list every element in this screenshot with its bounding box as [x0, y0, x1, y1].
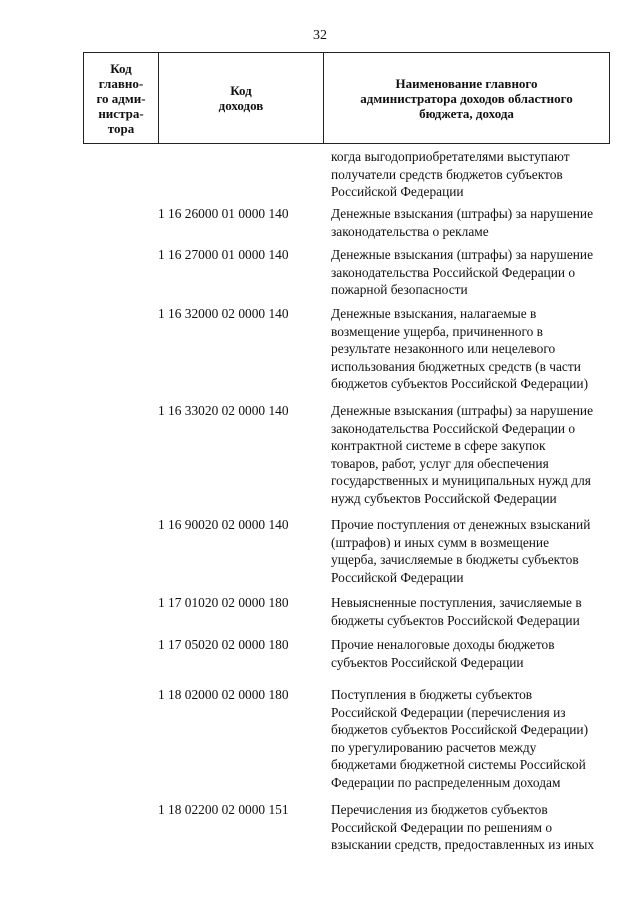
text-line: пожарной безопасности [331, 282, 468, 298]
income-code: 1 18 02000 02 0000 180 [158, 687, 289, 702]
text-line: когда выгодоприобретателями выступают [331, 149, 570, 164]
text-line: Невыясненные поступления, зачисляемые в [331, 595, 582, 610]
income-code: 1 17 01020 02 0000 180 [158, 595, 289, 610]
text-line: Перечисления из бюджетов субъектов [331, 802, 548, 817]
header-income-code [159, 53, 324, 144]
income-code: 1 16 33020 02 0000 140 [158, 403, 289, 418]
text-line: законодательства о рекламе [331, 223, 489, 239]
text-line: Денежные взыскания (штрафы) за нарушение [331, 247, 594, 262]
table-header [83, 52, 610, 144]
text-line: товаров, работ, услуг для обеспечения [331, 455, 549, 471]
text-line: Российской Федерации [331, 569, 464, 585]
text-line: возмещение ущерба, причиненного в [331, 323, 544, 339]
header-name [324, 53, 610, 144]
text-line: Поступления в бюджеты субъектов [331, 687, 533, 702]
income-code: 1 16 90020 02 0000 140 [158, 517, 289, 532]
income-name [331, 686, 621, 792]
text-line: по урегулированию расчетов между [331, 739, 537, 755]
text-line: ущерба, зачисляемые в бюджеты субъектов [331, 552, 579, 568]
income-name [331, 516, 621, 586]
text-line: Прочие поступления от денежных взысканий [331, 517, 591, 532]
text-line: Прочие неналоговые доходы бюджетов [331, 637, 555, 652]
text-line: Российской Федерации (перечисления из [331, 704, 566, 720]
header-name-line: бюджета, дохода [419, 105, 514, 121]
income-name [331, 246, 621, 299]
text-line: субъектов Российской Федерации [331, 654, 524, 670]
header-admin-code-line: нистра- [98, 105, 144, 121]
header-admin-code-line: тора [107, 120, 135, 136]
text-line: бюджеты субъектов Российской Федерации [331, 612, 580, 628]
header-income-code-line: доходов [218, 98, 264, 113]
header-income-code-line: Код [230, 83, 252, 98]
income-name [331, 594, 621, 629]
income-code: 1 17 05020 02 0000 180 [158, 637, 289, 652]
text-line: взыскании средств, предоставленных из иных [331, 837, 595, 853]
income-code: 1 16 26000 01 0000 140 [158, 206, 289, 221]
text-line: получатели средств бюджетов субъектов [331, 166, 563, 182]
header-admin-code [84, 53, 159, 144]
text-line: Денежные взыскания (штрафы) за нарушение [331, 403, 594, 418]
header-admin-code-line: Код [110, 60, 132, 76]
text-line: бюджетов субъектов Российской Федерации) [331, 722, 589, 738]
income-name [331, 801, 621, 854]
header-name-line: Наименование главного [395, 75, 538, 91]
income-code: 1 16 32000 02 0000 140 [158, 306, 289, 321]
text-line: нужд субъектов Российской Федерации [331, 490, 557, 506]
text-line: Российской Федерации [331, 184, 464, 200]
header-admin-code-line: го адми- [96, 90, 146, 106]
text-line: законодательства Российской Федерации о [331, 264, 576, 280]
text-line: контрактной системе в сфере закупок [331, 438, 546, 454]
income-code: 1 18 02200 02 0000 151 [158, 802, 289, 817]
income-name [331, 402, 621, 508]
text-line: законодательства Российской Федерации о [331, 420, 576, 436]
text-line: государственных и муниципальных нужд для [331, 473, 591, 489]
income-name [331, 205, 621, 240]
income-code: 1 16 27000 01 0000 140 [158, 247, 289, 262]
text-line: Российской Федерации по решениям о [331, 819, 553, 835]
text-line: Федерации по распределенным доходам [331, 774, 561, 790]
header-name-line: администратора доходов областного [360, 90, 573, 106]
income-name [331, 305, 621, 393]
text-line: бюджетами бюджетной системы Российской [331, 757, 586, 773]
text-line: (штрафов) и иных сумм в возмещение [331, 534, 550, 550]
header-admin-code-line: главно- [98, 75, 144, 91]
continuation-text [331, 148, 621, 201]
page-number: 32 [313, 28, 327, 43]
text-line: Денежные взыскания (штрафы) за нарушение [331, 206, 594, 221]
text-line: результате незаконного или нецелевого [331, 341, 556, 357]
text-line: бюджетов субъектов Российской Федерации) [331, 376, 589, 392]
text-line: использования бюджетных средств (в части [331, 358, 581, 374]
income-name [331, 636, 621, 671]
text-line: Денежные взыскания, налагаемые в [331, 306, 537, 321]
